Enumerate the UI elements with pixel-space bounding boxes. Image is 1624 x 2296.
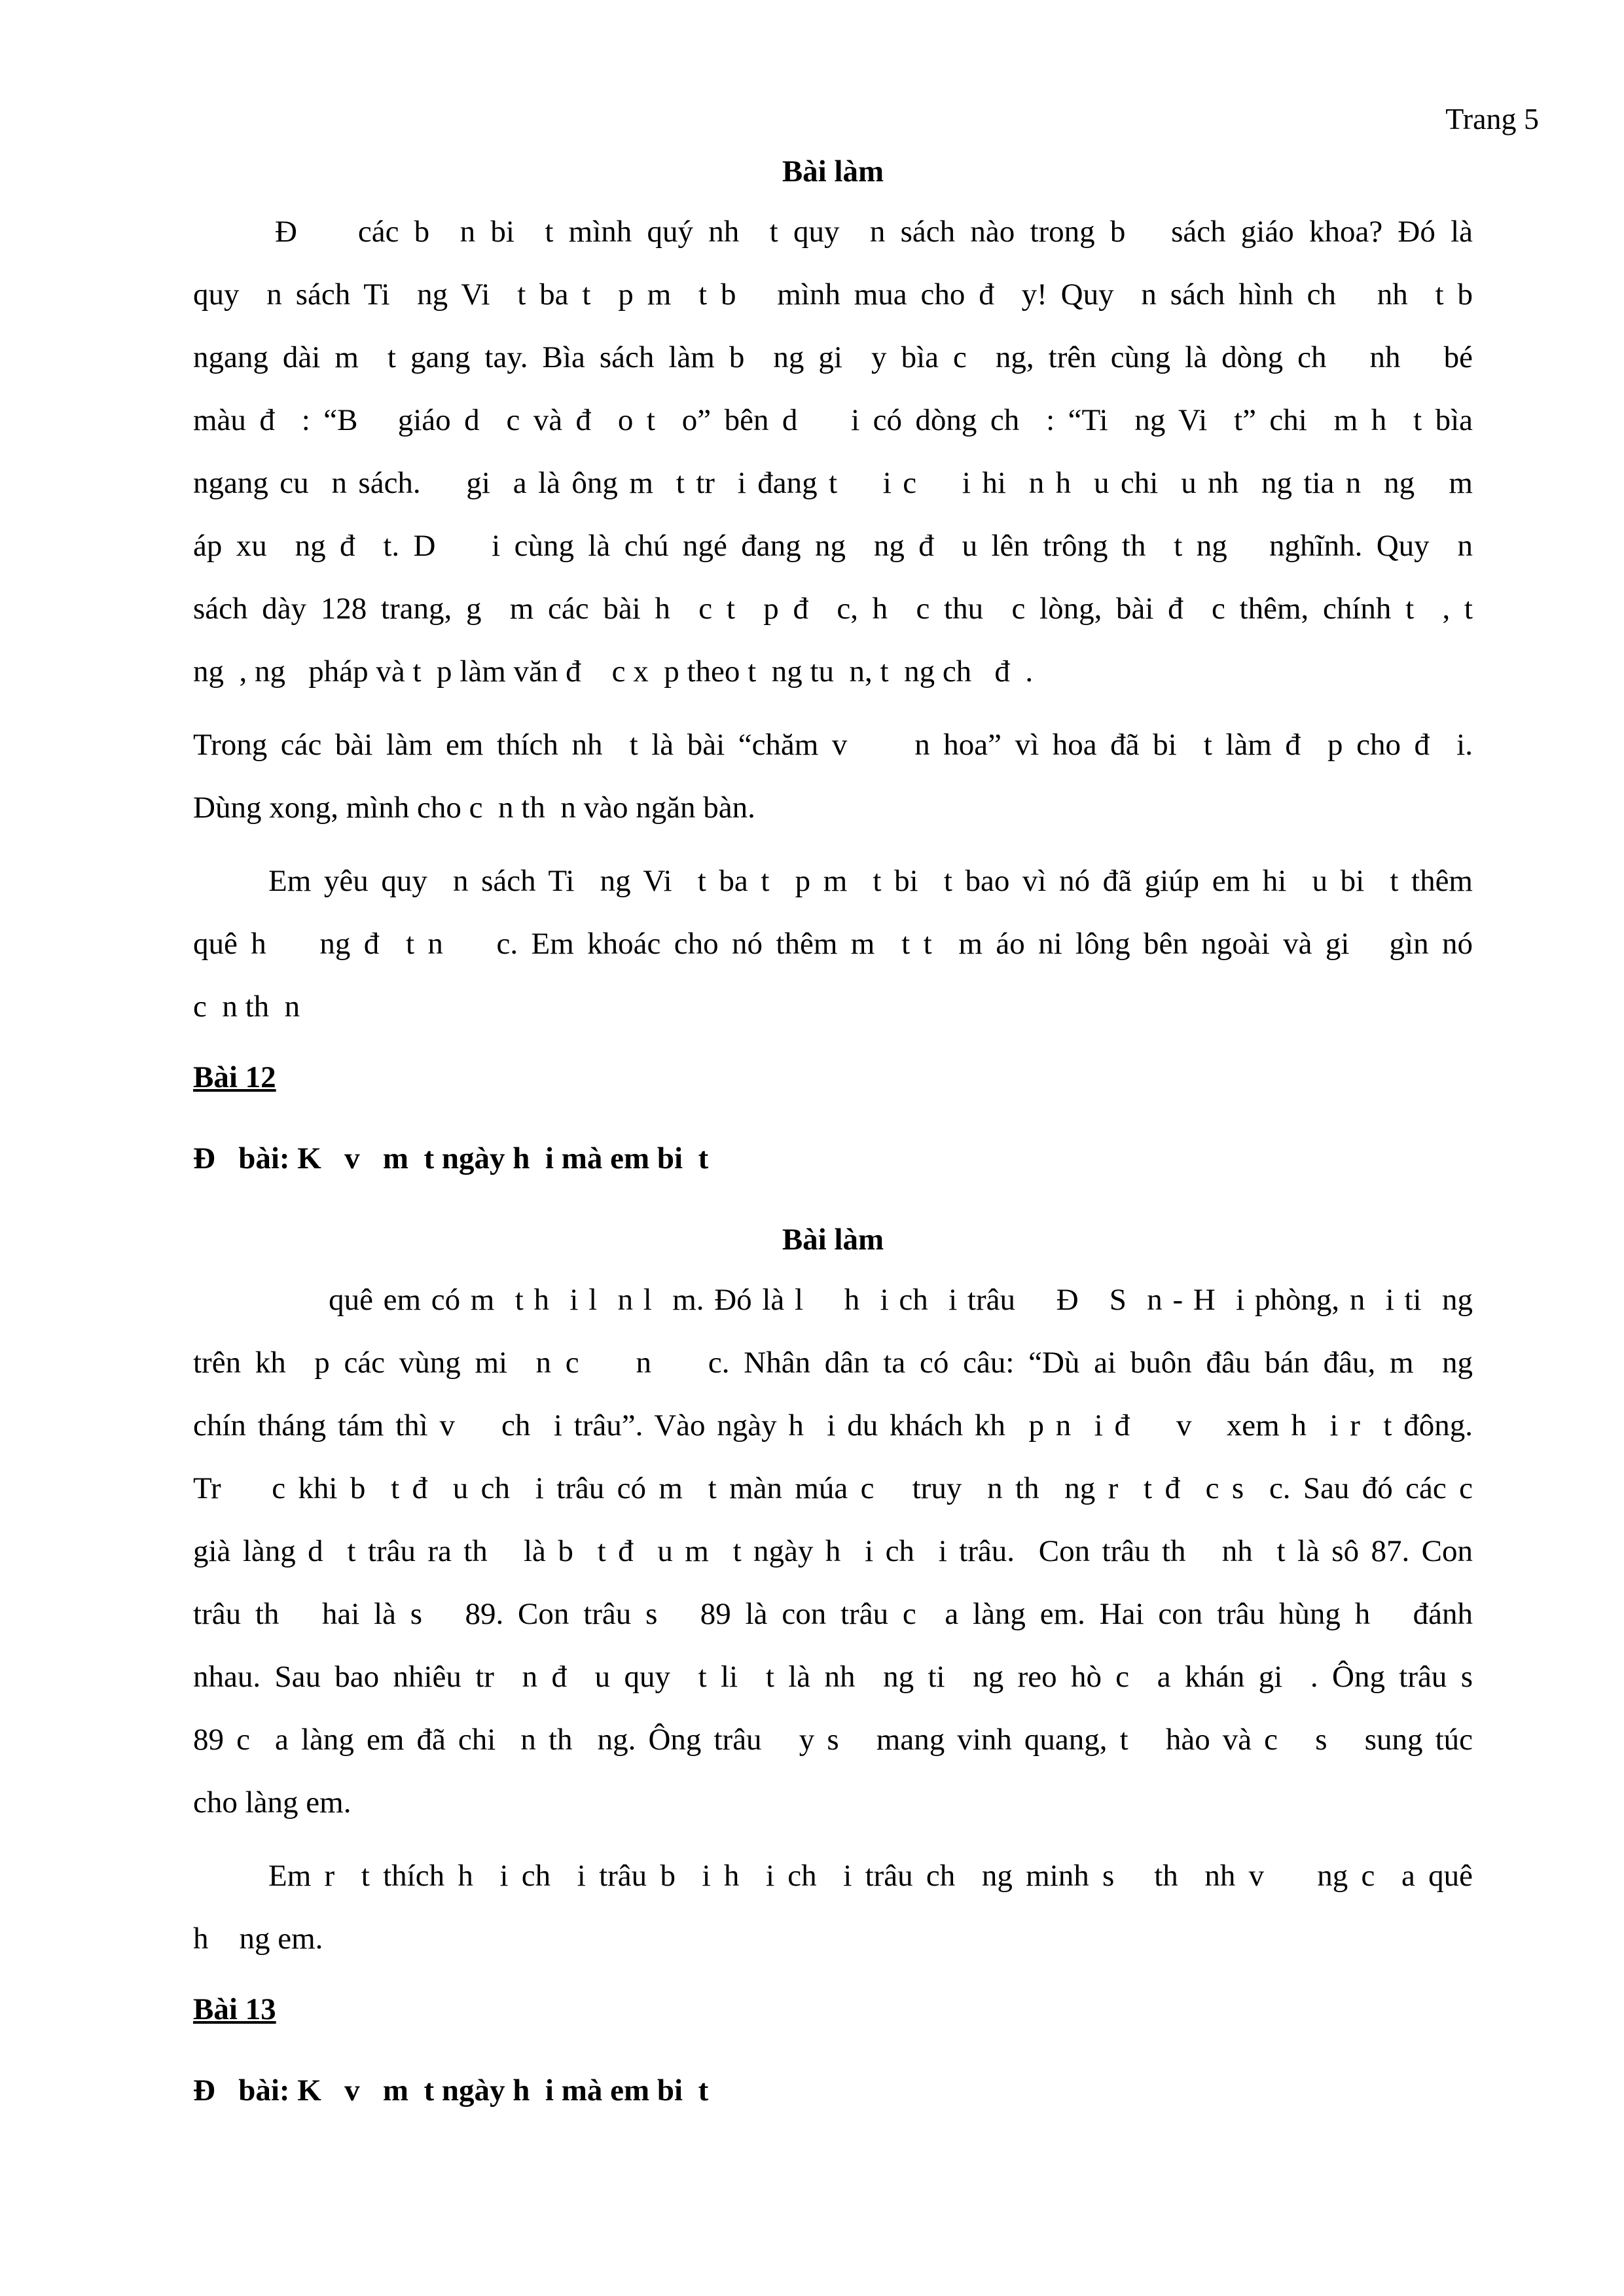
text-line: Tr c khi b t đ u ch i trâu có m t màn múa c truy n th ng r t đ c s c. Sau đó các c <box>193 1471 1473 1505</box>
text-line: ng , ng pháp và t p làm văn đ c x p theo t ng tu n, t ng ch đ . <box>193 655 1034 689</box>
page-number: Trang 5 <box>1445 102 1539 135</box>
text-line: 89 c a làng em đã chi n th ng. Ông trâu y s mang vinh quang, t hào và c s sung túc <box>193 1723 1473 1757</box>
essay-1-paragraph-3 <box>193 861 1473 1050</box>
text-line: Đ các b n bi t mình quý nh t quy n sách nào trong b sách giáo khoa? Đó là <box>275 215 1473 249</box>
text-line: Em yêu quy n sách Ti ng Vi t ba t p m t bi t bao vì nó đã giúp em hi u bi t thêm <box>268 864 1473 898</box>
text-line: trâu th hai là s 89. Con trâu s 89 là con trâu c a làng em. Hai con trâu hùng h đánh <box>193 1597 1473 1631</box>
text-line: Dùng xong, mình cho c n th n vào ngăn bàn. <box>193 791 755 825</box>
essay-1-paragraph-1 <box>193 212 1473 715</box>
text-line: c n th n <box>193 990 300 1024</box>
essay-1-heading: Bài làm <box>782 154 884 188</box>
section-12-title: Bài 12 <box>193 1060 276 1094</box>
text-line: h ng em. <box>193 1922 323 1956</box>
text-line: quy n sách Ti ng Vi t ba t p m t b mình mua cho đ y! Quy n sách hình ch nh t b <box>193 278 1473 312</box>
text-line: ngang cu n sách. gi a là ông m t tr i đang t i c i hi n h u chi u nh ng tia n ng m <box>193 466 1473 500</box>
text-line: áp xu ng đ t. D i cùng là chú ngé đang ng ng đ u lên trông th t ng nghĩnh. Quy n <box>193 529 1473 563</box>
essay-2-heading: Bài làm <box>782 1223 884 1257</box>
page-content <box>193 152 1473 2152</box>
text-line: trên kh p các vùng mi n c n c. Nhân dân ta có câu: “Dù ai buôn đâu bán đâu, m ng <box>193 1346 1473 1380</box>
section-13-topic: Đ bài: K v m t ngày h i mà em bi t <box>193 2073 709 2108</box>
essay-2-paragraph-1 <box>193 1280 1473 1846</box>
text-line: sách dày 128 trang, g m các bài h c t p đ c, h c thu c lòng, bài đ c thêm, chính t , t <box>193 592 1473 626</box>
text-line: Trong các bài làm em thích nh t là bài “chăm v n hoa” vì hoa đã bi t làm đ p cho đ i. <box>193 728 1473 762</box>
text-line: quê h ng đ t n c. Em khoác cho nó thêm m t t m áo ni lông bên ngoài và gi gìn nó <box>193 927 1473 961</box>
section-13-title: Bài 13 <box>193 1992 276 2026</box>
text-line: quê em có m t h i l n l m. Đó là l h i ch i trâu Đ S n - H i phòng, n i ti ng <box>298 1283 1473 1317</box>
text-line: nhau. Sau bao nhiêu tr n đ u quy t li t là nh ng ti ng reo hò c a khán gi . Ông trâu s <box>193 1660 1473 1694</box>
text-line: Em r t thích h i ch i trâu b i h i ch i trâu ch ng minh s th nh v ng c a quê <box>268 1859 1473 1893</box>
text-line: màu đ : “B giáo d c và đ o t o” bên d i có dòng ch : “Ti ng Vi t” chi m h t bìa <box>193 403 1473 437</box>
text-line: ngang dài m t gang tay. Bìa sách làm b ng gi y bìa c ng, trên cùng là dòng ch nh bé <box>193 340 1473 374</box>
essay-2-paragraph-2 <box>193 1856 1473 1982</box>
text-line: già làng d t trâu ra th là b t đ u m t ngày h i ch i trâu. Con trâu th nh t là sô 87. Con <box>193 1534 1473 1568</box>
essay-1-paragraph-2 <box>193 725 1473 851</box>
text-line: chín tháng tám thì v ch i trâu”. Vào ngày h i du khách kh p n i đ v xem h i r t đông. <box>193 1408 1473 1443</box>
section-12-topic: Đ bài: K v m t ngày h i mà em bi t <box>193 1141 709 1175</box>
text-line: cho làng em. <box>193 1785 352 1820</box>
